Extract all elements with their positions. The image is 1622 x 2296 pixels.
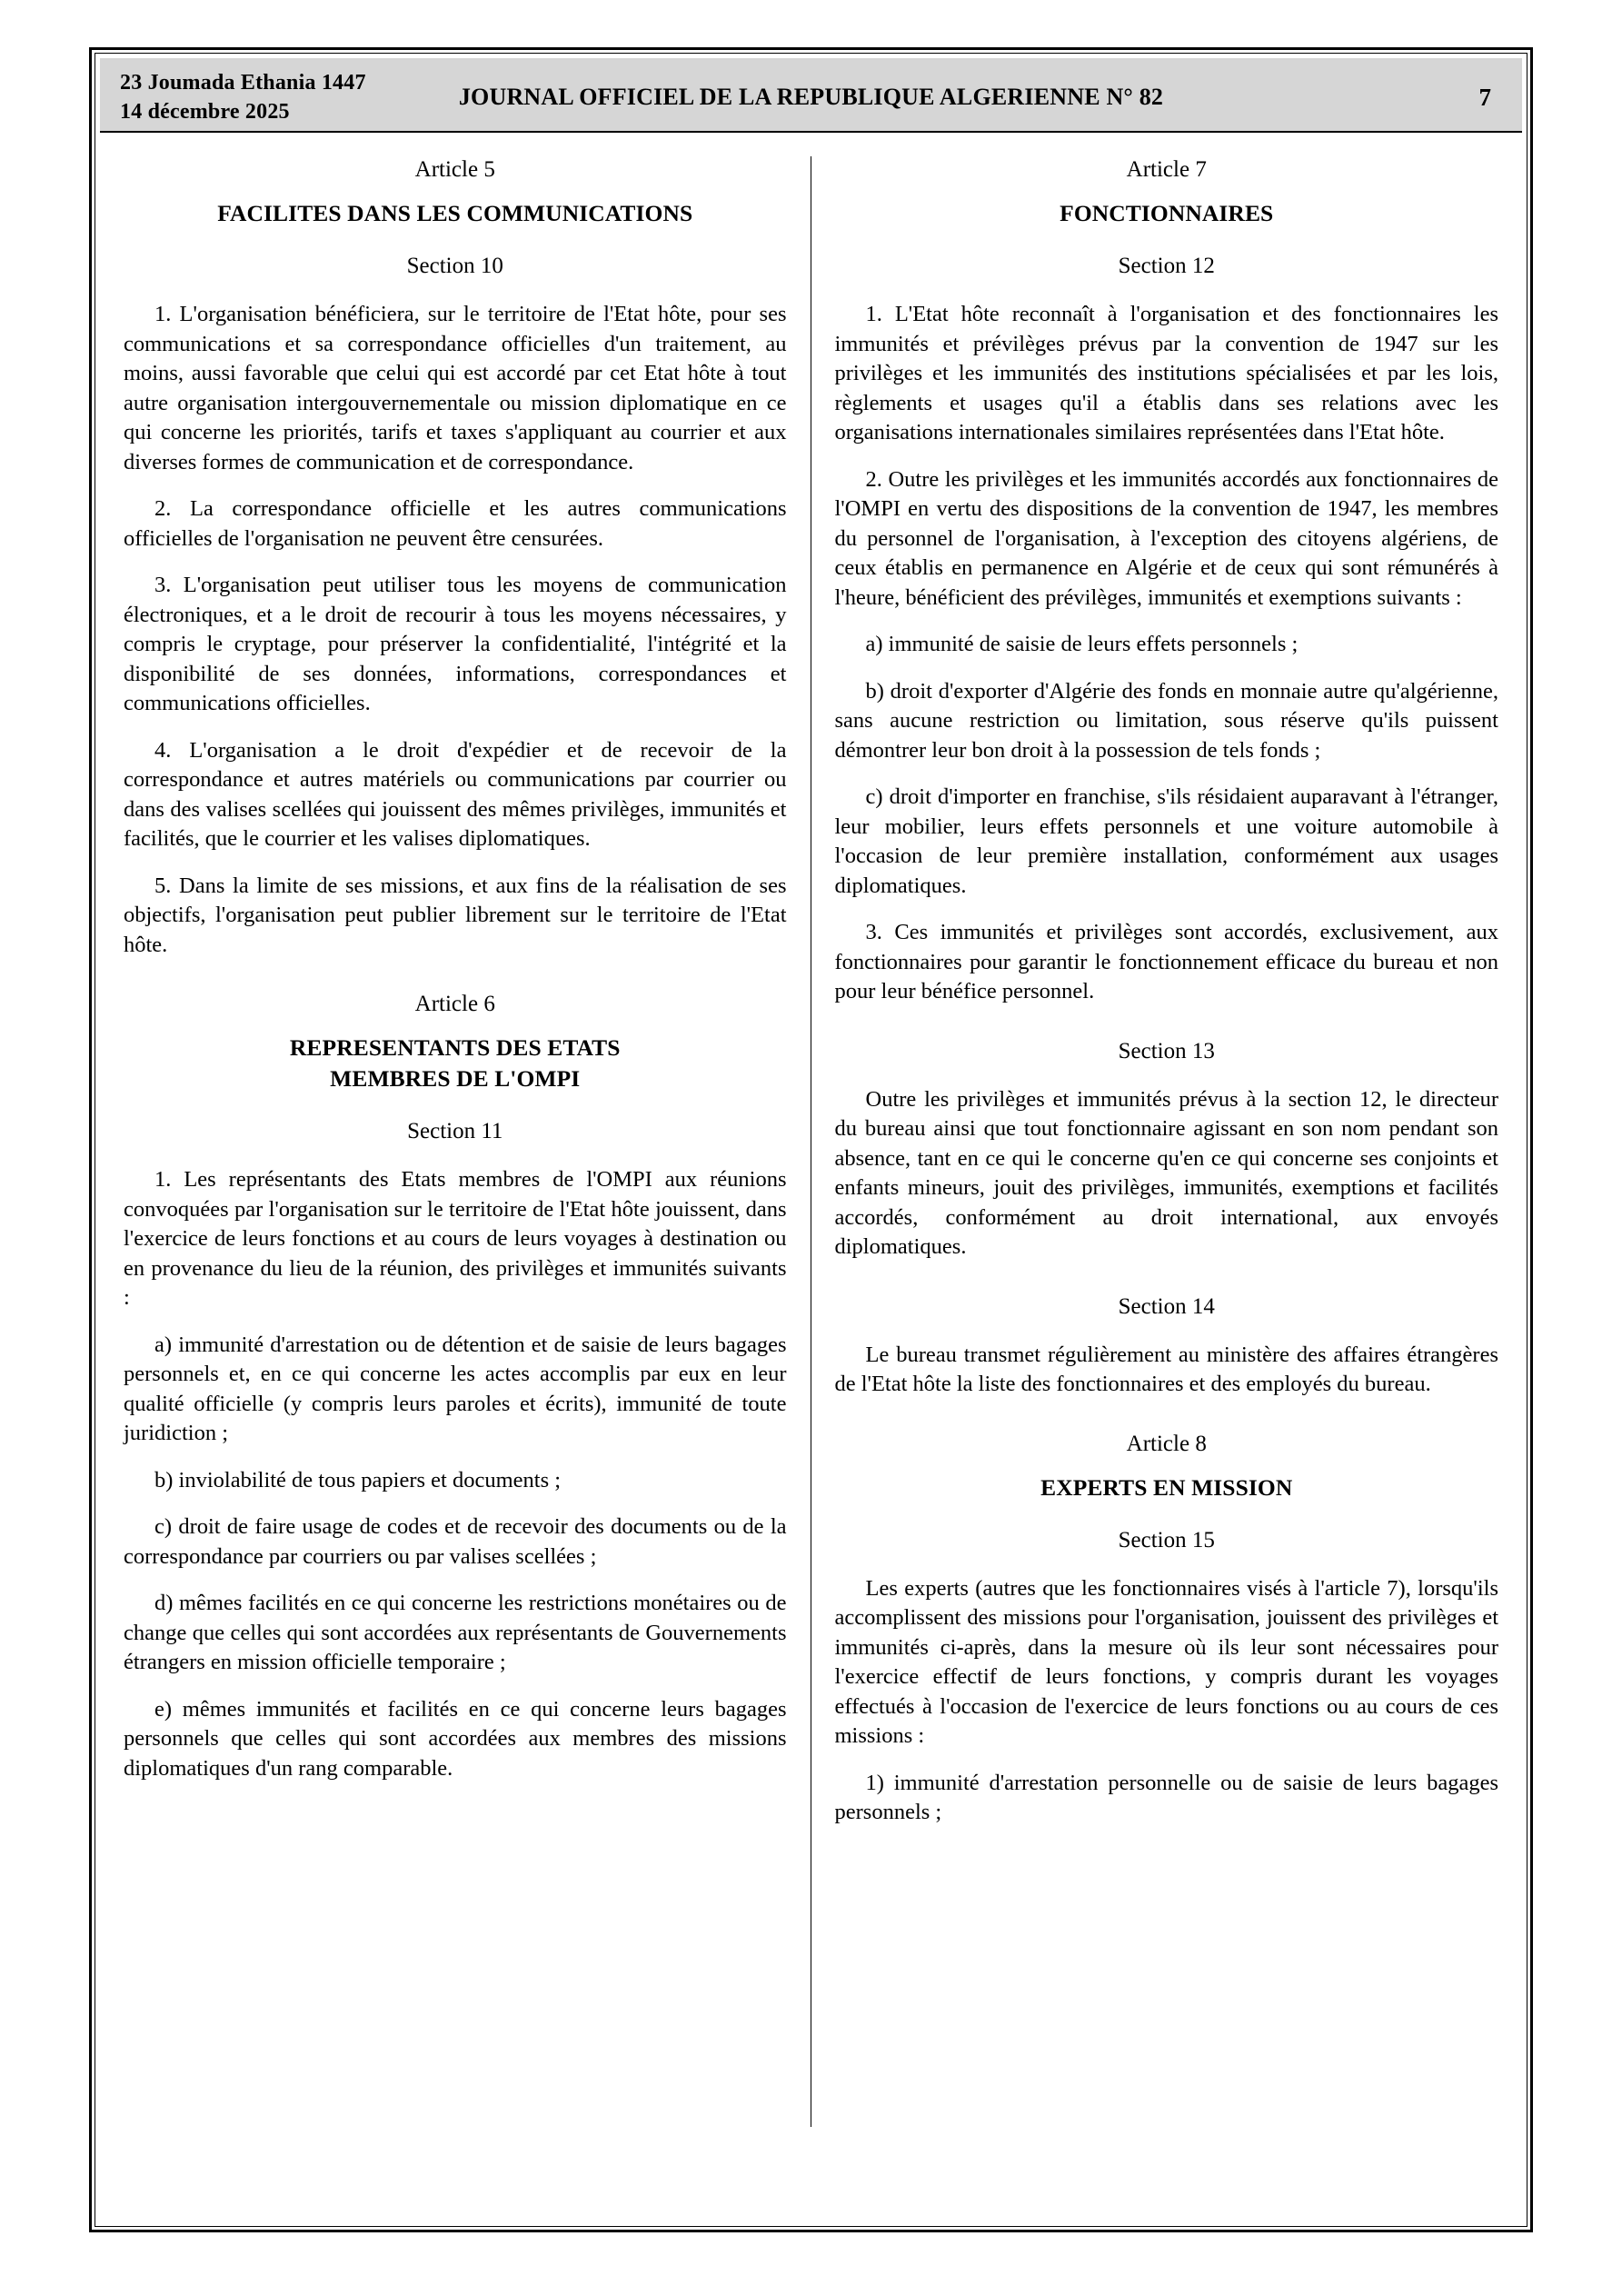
header-date-gregorian: 14 décembre 2025 <box>120 100 290 124</box>
paragraph: c) droit de faire usage de codes et de recevoir des documents ou de la correspondance par courriers ou par valises scellées ; <box>124 1514 787 1569</box>
paragraph: 4. L'organisation a le droit d'expédier et de recevoir de la correspondance et autres matériels ou communications par courrier ou dans des valises scellées qui jouissent des mêmes privilèges, immunités et facilités, que le courrier et les valises diplomatiques. <box>124 737 787 851</box>
section-15-label: Section 15 <box>1118 1527 1215 1552</box>
paragraph: d) mêmes facilités en ce qui concerne les restrictions monétaires ou de change que celles qui sont accordées aux représentants de Gouvernements étrangers en mission officielle temporaire ; <box>124 1591 787 1674</box>
page-content <box>100 58 1522 2221</box>
paragraph: b) droit d'exporter d'Algérie des fonds en monnaie autre qu'algérienne, sans aucune restriction ou limitation, sous réserve qu'ils puissent démontrer leur bon droit à la possession de tels fonds ; <box>834 678 1498 763</box>
paragraph: e) mêmes immunités et facilités en ce qui concerne leurs bagages personnels que celles qui sont accordées aux membres des missions diplomatiques d'un rang comparable. <box>124 1696 787 1781</box>
paragraph: 1. L'Etat hôte reconnaît à l'organisation et des fonctionnaires les immunités et prévilèges prévus par la convention de 1947 sur les privilèges et les immunités des institutions spécialisées et par les lois, règlements et usages qu'il a établis dans ses relations avec les organisations internationales similaires représentées dans l'Etat hôte. <box>834 302 1498 444</box>
article-6-title-line-1: REPRESENTANTS DES ETATS <box>289 1034 621 1061</box>
paragraph: a) immunité d'arrestation ou de détention et de saisie de leurs bagages personnels et, en ce qui concerne les actes accomplis par eux en leur qualité officielle (y compris leurs paroles et écrits), immunité de toute juridiction ; <box>124 1332 787 1445</box>
article-8-label: Article 8 <box>1126 1431 1207 1456</box>
paragraph: Outre les privilèges et immunités prévus à la section 12, le directeur du bureau ainsi que tout fonctionnaire agissant en son nom pendant son absence, tant en ce qui le concerne qu'en ce qui concerne ses conjoints et enfants mineurs, jouit des privilèges, immunités, exemptions et facilités accordés, conformément au droit international, aux envoyés diplomatiques. <box>834 1086 1498 1259</box>
spacer <box>835 1029 1499 1038</box>
section-14-label: Section 14 <box>1118 1293 1215 1319</box>
spacer <box>835 1284 1499 1293</box>
section-13-label: Section 13 <box>1118 1038 1215 1063</box>
paragraph: 5. Dans la limite de ses missions, et aux fins de la réalisation de ses objectifs, l'organisation peut publier librement sur le territoire de l'Etat hôte. <box>124 873 787 957</box>
article-7-title: FONCTIONNAIRES <box>1060 200 1274 226</box>
article-6-title <box>124 1033 787 1094</box>
page-number: 7 <box>1478 84 1491 111</box>
right-column <box>811 156 1523 2127</box>
two-column-body <box>100 156 1522 2127</box>
paragraph: 3. Ces immunités et privilèges sont accordés, exclusivement, aux fonctionnaires pour garantir le fonctionnement efficace du bureau et non pour leur bénéfice personnel. <box>834 920 1498 1003</box>
paragraph: 1. L'organisation bénéficiera, sur le territoire de l'Etat hôte, pour ses communications et sa correspondance officielles d'un traitement, au moins, aussi favorable que celui qui est accordé par cet Etat hôte à tout autre organisation intergouvernementale ou mission diplomatique en ce qui concerne les priorités, tarifs et taxes s'appliquant au courrier et aux diverses formes de communication et de correspondance. <box>124 302 787 474</box>
section-12-label: Section 12 <box>1118 254 1215 278</box>
article-5-title: FACILITES DANS LES COMMUNICATIONS <box>217 200 693 226</box>
spacer <box>835 1422 1499 1431</box>
paragraph: 2. Outre les privilèges et les immunités accordés aux fonctionnaires de l'OMPI en vertu des dispositions de la convention de 1947, les membres du personnel de l'organisation, à l'exception des citoyens algériens, de ceux établis en permanence en Algérie et de ceux qui sont rémunérés à l'heure, bénéficient des prévilèges, immunités et exemptions suivants : <box>834 466 1498 610</box>
paragraph: Le bureau transmet régulièrement au ministère des affaires étrangères de l'Etat hôte la liste des fonctionnaires et des employés du bureau. <box>834 1342 1498 1396</box>
left-column <box>100 156 811 2127</box>
article-6-label: Article 6 <box>414 992 495 1016</box>
paragraph: Les experts (autres que les fonctionnaires visés à l'article 7), lorsqu'ils accomplissent des missions pour l'organisation, jouissent des privilèges et immunités ci-après, dans la mesure où ils leur sont nécessaires pour l'exercice effectif de leurs fonctions, y compris durant les voyages effectués à l'occasion de l'exercice de leurs fonctions ou au cours de ces missions : <box>834 1575 1498 1748</box>
section-10-label: Section 10 <box>406 254 503 278</box>
paragraph: 1) immunité d'arrestation personnelle ou de saisie de leurs bagages personnels ; <box>834 1770 1498 1824</box>
journal-title: JOURNAL OFFICIEL DE LA REPUBLIQUE ALGERIENNE N° 82 <box>458 84 1164 110</box>
section-11-label: Section 11 <box>407 1119 503 1143</box>
paragraph: 2. La correspondance officielle et les autres communications officielles de l'organisation ne peuvent être censurées. <box>124 496 787 551</box>
paragraph: c) droit d'importer en franchise, s'ils résidaient auparavant à l'étranger, leur mobilier, leurs effets personnels et une voiture automobile à l'occasion de leur première installation, conformément aux usages diplomatiques. <box>834 784 1498 898</box>
page-header <box>100 58 1522 133</box>
paragraph: b) inviolabilité de tous papiers et documents ; <box>154 1467 562 1492</box>
article-6-title-line-2: MEMBRES DE L'OMPI <box>330 1065 581 1092</box>
paragraph: a) immunité de saisie de leurs effets personnels ; <box>865 632 1299 656</box>
spacer <box>124 982 787 991</box>
paragraph: 3. L'organisation peut utiliser tous les moyens de communication électroniques, et a le droit de recourir à tous les moyens nécessaires, y compris le cryptage, pour préserver la confidentialité, l'intégrité et la disponibilité de ses données, informations, correspondances et communications officielles. <box>124 573 787 715</box>
article-7-label: Article 7 <box>1126 157 1207 182</box>
article-5-label: Article 5 <box>414 157 495 182</box>
paragraph: 1. Les représentants des Etats membres de l'OMPI aux réunions convoquées par l'organisation sur le territoire de l'Etat hôte jouissent, dans l'exercice de leurs fonctions et au cours de leurs voyages à destination ou en provenance du lieu de la réunion, des privilèges et immunités suivants : <box>124 1167 787 1310</box>
header-date-hijri: 23 Joumada Ethania 1447 <box>120 71 366 95</box>
article-8-title: EXPERTS EN MISSION <box>1040 1473 1293 1501</box>
